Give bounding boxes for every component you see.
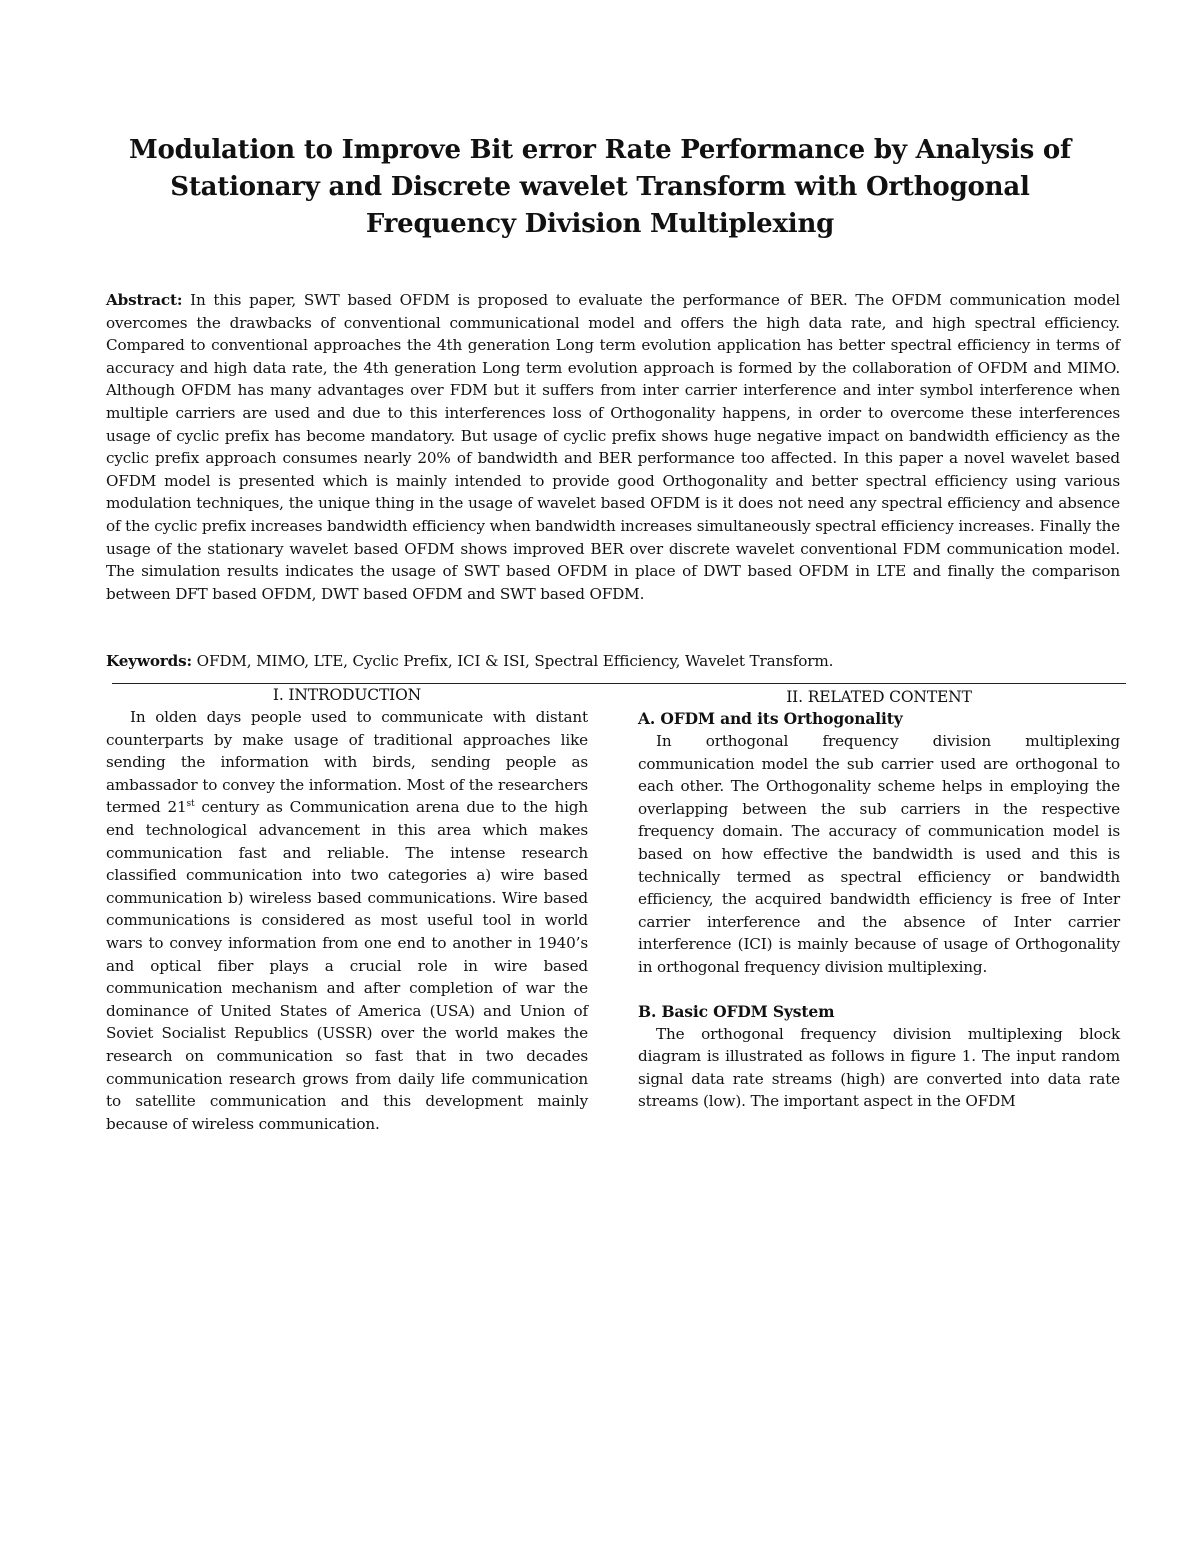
- paper-title: Modulation to Improve Bit error Rate Performance by Analysis of Stationary and Discrete wavelet Transform with Orthogonal Frequency Division Multiplexing: [128, 135, 1072, 239]
- introduction-paragraph: [106, 706, 588, 1135]
- left-column: [106, 684, 588, 1135]
- keywords-text: OFDM, MIMO, LTE, Cyclic Prefix, ICI & ISI, Spectral Efficiency, Wavelet Transform.: [192, 652, 834, 670]
- introduction-text-part2: century as Communication arena due to the high end technological advancement in this area which makes communication fast and reliable. The intense research classified communication into two categories a) wire based communication b) wireless based communications. Wire based communications is considered as most useful tool in world wars to convey information from one end to another in 1940’s and optical fiber plays a crucial role in wire based communication mechanism and after completion of war the dominance of United States of America (USA) and Union of Soviet Socialist Republics (USSR) over the world makes the research on communication so fast that in two decades communication research grows from daily life communication to satellite communication and this development mainly because of wireless communication.: [106, 798, 588, 1133]
- subsection-a-paragraph: In orthogonal frequency division multiplexing communication model the sub carrier used are orthogonal to each other. The Orthogonality scheme helps in employing the overlapping between the sub carriers in the respective frequency domain. The accuracy of communication model is based on how effective the bandwidth is used and this is technically termed as spectral efficiency or bandwidth efficiency, the acquired bandwidth efficiency is free of Inter carrier interference and the absence of Inter carrier interference (ICI) is mainly because of usage of Orthogonality in orthogonal frequency division multiplexing.: [638, 732, 1120, 976]
- keywords: [106, 650, 1120, 672]
- introduction-heading: I. INTRODUCTION: [272, 686, 422, 704]
- abstract-text: In this paper, SWT based OFDM is proposed to evaluate the performance of BER. The OFDM communication model overcomes the drawbacks of conventional communicational model and offers the high data rate, and high spectral efficiency. Compared to conventional approaches the 4th generation Long term evolution application has better spectral efficiency in terms of accuracy and high data rate, the 4th generation Long term evolution approach is formed by the collaboration of OFDM and MIMO. Although OFDM has many advantages over FDM but it suffers from inter carrier interference and inter symbol interference when multiple carriers are used and due to this interferences loss of Orthogonality happens, in order to overcome these interferences usage of cyclic prefix has become mandatory. But usage of cyclic prefix shows huge negative impact on bandwidth efficiency as the cyclic prefix approach consumes nearly 20% of bandwidth and BER performance too affected. In this paper a novel wavelet based OFDM model is presented which is mainly intended to provide good Orthogonality and better spectral efficiency using various modulation techniques, the unique thing in the usage of wavelet based OFDM is it does not need any spectral efficiency and absence of the cyclic prefix increases bandwidth efficiency when bandwidth increases simultaneously spectral efficiency increases. Finally the usage of the stationary wavelet based OFDM shows improved BER over discrete wavelet conventional FDM communication model. The simulation results indicates the usage of SWT based OFDM in place of DWT based OFDM in LTE and finally the comparison between DFT based OFDM, DWT based OFDM and SWT based OFDM.: [106, 291, 1120, 603]
- subsection-a-heading: A. OFDM and its Orthogonality: [638, 709, 903, 728]
- subsection-b-heading: B. Basic OFDM System: [638, 1001, 835, 1021]
- paragraph-gap: [638, 979, 1120, 1001]
- subsection-b-paragraph: The orthogonal frequency division multiplexing block diagram is illustrated as follows in figure 1. The input random signal data rate streams (high) are converted into data rate streams (low). The important aspect in the OFDM: [638, 1024, 1120, 1111]
- superscript-st: st: [186, 799, 195, 810]
- related-content-heading: II. RELATED CONTENT: [786, 688, 972, 706]
- abstract-label: Abstract:: [106, 291, 183, 309]
- right-column: [638, 686, 1120, 1113]
- keywords-label: Keywords:: [106, 652, 192, 670]
- abstract: [106, 289, 1120, 605]
- introduction-text-part1: In olden days people used to communicate with distant counterparts by make usage of traditional approaches like sending the information with birds, sending people as ambassador to convey the information. Most of the researchers termed 21: [106, 708, 588, 817]
